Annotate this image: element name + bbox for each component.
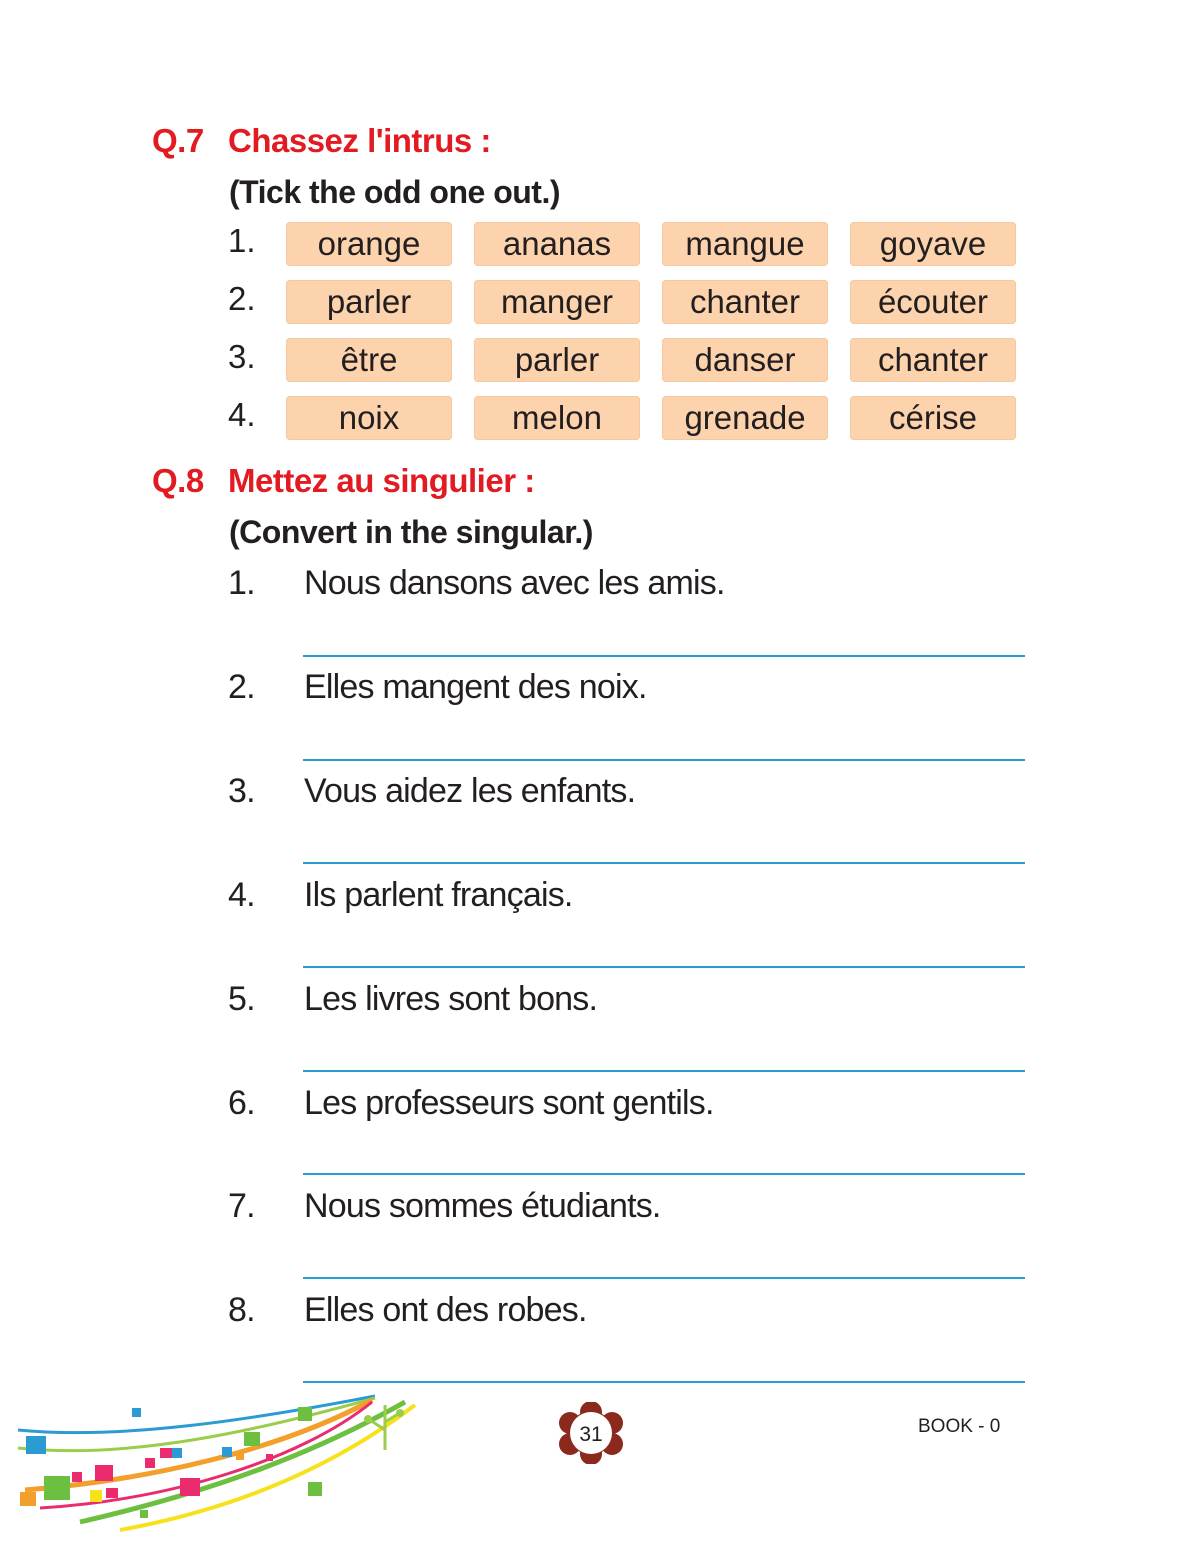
- answer-line[interactable]: [303, 966, 1025, 968]
- q8-item-number: 2.: [228, 668, 255, 706]
- word-option[interactable]: parler: [474, 338, 640, 382]
- word-option[interactable]: grenade: [662, 396, 828, 440]
- answer-line[interactable]: [303, 1381, 1025, 1383]
- word-option[interactable]: mangue: [662, 222, 828, 266]
- q7-title: Chassez l'intrus :: [228, 122, 491, 159]
- q8-item-number: 7.: [228, 1187, 255, 1225]
- q8-item-text: Elles mangent des noix.: [304, 668, 647, 706]
- answer-line[interactable]: [303, 1277, 1025, 1279]
- page-number-flower-icon: [556, 1402, 626, 1464]
- word-option[interactable]: être: [286, 338, 452, 382]
- q8-item-number: 5.: [228, 980, 255, 1018]
- word-option[interactable]: cérise: [850, 396, 1016, 440]
- answer-line[interactable]: [303, 862, 1025, 864]
- q8-item-text: Vous aidez les enfants.: [304, 772, 636, 810]
- word-option[interactable]: écouter: [850, 280, 1016, 324]
- q7-row-number: 3.: [228, 338, 256, 375]
- word-option[interactable]: danser: [662, 338, 828, 382]
- word-option[interactable]: chanter: [850, 338, 1016, 382]
- q8-item-number: 4.: [228, 876, 255, 914]
- decorative-swoosh: [0, 1390, 430, 1563]
- q8-item-number: 1.: [228, 564, 255, 602]
- q8-item-text: Elles ont des robes.: [304, 1291, 587, 1329]
- answer-line[interactable]: [303, 759, 1025, 761]
- q8-title: Mettez au singulier :: [228, 462, 535, 499]
- page-number: 31: [579, 1423, 603, 1446]
- word-option[interactable]: melon: [474, 396, 640, 440]
- q7-subtitle: (Tick the odd one out.): [229, 174, 560, 210]
- answer-line[interactable]: [303, 1173, 1025, 1175]
- word-option[interactable]: noix: [286, 396, 452, 440]
- q7-row-number: 2.: [228, 280, 256, 317]
- word-option[interactable]: orange: [286, 222, 452, 266]
- word-option[interactable]: goyave: [850, 222, 1016, 266]
- book-label: BOOK - 0: [918, 1416, 1001, 1437]
- word-option[interactable]: chanter: [662, 280, 828, 324]
- answer-line[interactable]: [303, 1070, 1025, 1072]
- q8-item-text: Les livres sont bons.: [304, 980, 598, 1018]
- q8-item-number: 8.: [228, 1291, 255, 1329]
- q8-item-text: Les professeurs sont gentils.: [304, 1084, 714, 1122]
- q7-heading: [152, 122, 491, 160]
- q8-heading: [152, 462, 535, 500]
- word-option[interactable]: ananas: [474, 222, 640, 266]
- q8-item-text: Ils parlent français.: [304, 876, 573, 914]
- q8-item-number: 6.: [228, 1084, 255, 1122]
- word-option[interactable]: parler: [286, 280, 452, 324]
- q7-row-number: 1.: [228, 222, 256, 259]
- q8-number: Q.8: [152, 462, 204, 499]
- answer-line[interactable]: [303, 655, 1025, 657]
- q8-item-text: Nous dansons avec les amis.: [304, 564, 725, 602]
- word-option[interactable]: manger: [474, 280, 640, 324]
- q8-item-text: Nous sommes étudiants.: [304, 1187, 661, 1225]
- q7-row-number: 4.: [228, 396, 256, 433]
- q8-subtitle: (Convert in the singular.): [229, 514, 593, 550]
- q8-item-number: 3.: [228, 772, 255, 810]
- q7-number: Q.7: [152, 122, 204, 159]
